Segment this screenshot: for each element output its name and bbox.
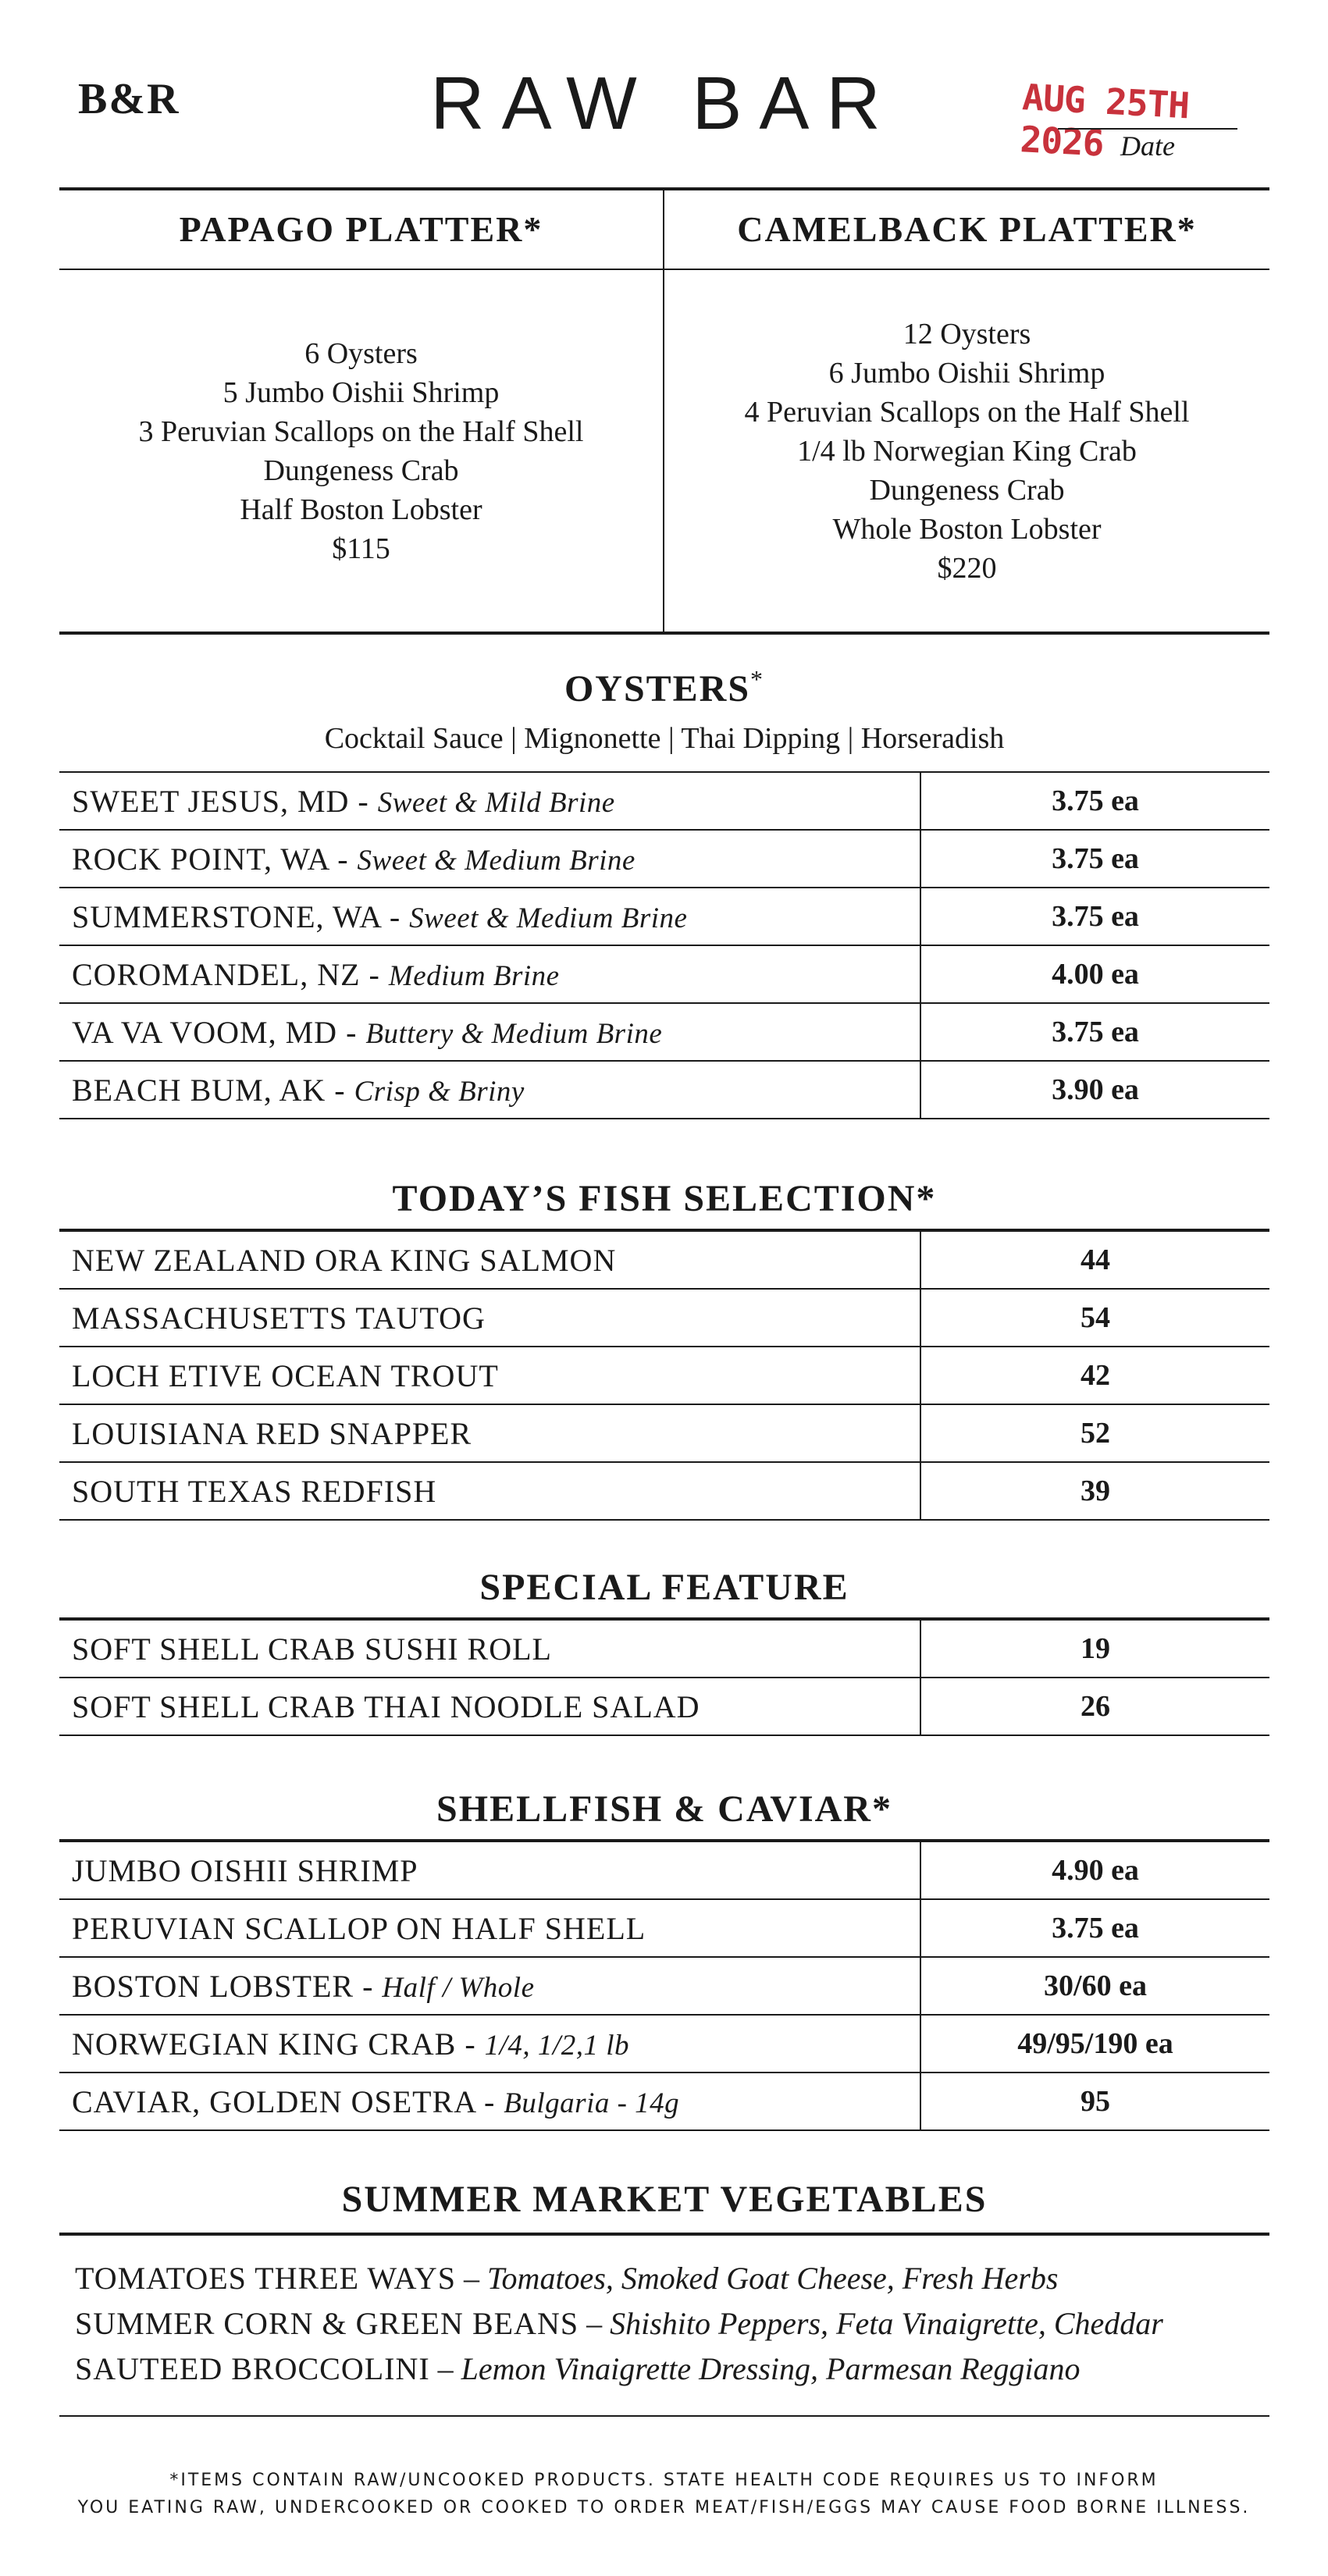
table-row xyxy=(59,1678,1269,1735)
list-item xyxy=(75,2256,1262,2301)
item-separator: - xyxy=(475,2083,504,2119)
vegetables-list xyxy=(75,2256,1262,2392)
item-price: 3.75 ea xyxy=(920,830,1269,888)
platter-item: Half Boston Lobster xyxy=(240,493,482,526)
platter-items xyxy=(59,270,663,632)
item-cell xyxy=(59,1003,920,1061)
table-row xyxy=(59,1841,1269,1899)
platter-price: $220 xyxy=(937,551,997,585)
item-cell xyxy=(59,830,920,888)
item-price: 3.75 ea xyxy=(920,1899,1269,1957)
item-cell xyxy=(59,1899,920,1957)
table-row xyxy=(59,1462,1269,1520)
table-row xyxy=(59,830,1269,888)
item-cell xyxy=(59,1289,920,1347)
item-name: JUMBO OISHII SHRIMP xyxy=(72,1852,418,1888)
item-price: 3.90 ea xyxy=(920,1061,1269,1119)
table-row xyxy=(59,1003,1269,1061)
section-title-special: SPECIAL FEATURE xyxy=(479,1567,849,1608)
table-row xyxy=(59,1230,1269,1289)
item-separator: – xyxy=(429,2351,461,2386)
item-price: 95 xyxy=(920,2073,1269,2130)
platter-item: 1/4 lb Norwegian King Crab xyxy=(797,434,1137,468)
item-separator: - xyxy=(380,898,410,934)
item-separator: - xyxy=(360,956,389,992)
item-cell xyxy=(59,772,920,830)
item-price: 54 xyxy=(920,1289,1269,1347)
item-description: Tomatoes, Smoked Goat Cheese, Fresh Herbs xyxy=(486,2261,1059,2296)
divider xyxy=(59,2415,1269,2417)
table-row xyxy=(59,1404,1269,1462)
table-row xyxy=(59,1957,1269,2015)
item-cell xyxy=(59,1619,920,1678)
item-cell xyxy=(59,945,920,1003)
section-title-text: OYSTERS xyxy=(564,668,751,710)
page-title: RAW BAR xyxy=(430,62,898,145)
item-separator: - xyxy=(354,1968,383,2004)
item-description: Medium Brine xyxy=(388,959,560,992)
platter-camelback xyxy=(664,190,1269,632)
item-separator: - xyxy=(456,2026,485,2062)
item-separator: - xyxy=(337,1014,366,1050)
item-name: SOUTH TEXAS REDFISH xyxy=(72,1473,437,1509)
special-table xyxy=(59,1617,1269,1736)
asterisk-mark: * xyxy=(750,665,765,693)
divider xyxy=(59,2233,1269,2236)
item-name: NORWEGIAN KING CRAB xyxy=(72,2026,457,2062)
section-title-vegetables: SUMMER MARKET VEGETABLES xyxy=(341,2179,988,2220)
platter-item: 6 Oysters xyxy=(304,336,418,370)
section-title-fish: TODAY’S FISH SELECTION* xyxy=(392,1178,937,1219)
item-separator: – xyxy=(579,2306,611,2341)
table-row xyxy=(59,888,1269,945)
item-name: SOFT SHELL CRAB SUSHI ROLL xyxy=(72,1631,552,1667)
table-row xyxy=(59,1289,1269,1347)
item-price: 52 xyxy=(920,1404,1269,1462)
item-separator: - xyxy=(326,1072,354,1108)
item-price: 26 xyxy=(920,1678,1269,1735)
item-description: Half / Whole xyxy=(382,1971,535,2004)
item-cell xyxy=(59,1404,920,1462)
item-cell xyxy=(59,888,920,945)
item-price: 44 xyxy=(920,1230,1269,1289)
item-cell xyxy=(59,1347,920,1404)
item-description: Buttery & Medium Brine xyxy=(365,1017,663,1050)
item-cell xyxy=(59,1957,920,2015)
list-item xyxy=(75,2301,1262,2347)
platter-item: 3 Peruvian Scallops on the Half Shell xyxy=(138,415,584,448)
item-name: VA VA VOOM, MD xyxy=(72,1014,338,1050)
platter-item: 12 Oysters xyxy=(903,317,1031,350)
item-price: 3.75 ea xyxy=(920,1003,1269,1061)
platter-price: $115 xyxy=(332,532,390,565)
item-price: 42 xyxy=(920,1347,1269,1404)
platter-item: Whole Boston Lobster xyxy=(832,512,1102,546)
date-stamp: AUG 25TH 2026 xyxy=(1019,76,1191,165)
item-name: COROMANDEL, NZ xyxy=(72,956,361,992)
item-price: 3.75 ea xyxy=(920,888,1269,945)
item-price: 49/95/190 ea xyxy=(920,2015,1269,2073)
item-name: SAUTEED BROCCOLINI xyxy=(75,2351,430,2386)
platter-items xyxy=(664,270,1269,632)
platter-item: Dungeness Crab xyxy=(869,473,1065,507)
table-row xyxy=(59,2073,1269,2130)
footer-disclaimer-line-1: *ITEMS CONTAIN RAW/UNCOOKED PRODUCTS. STATE HEALTH CODE REQUIRES US TO INFORM xyxy=(169,2471,1159,2490)
section-title-oysters xyxy=(59,667,1269,710)
item-description: Bulgaria - 14g xyxy=(504,2087,680,2119)
item-description: Crisp & Briny xyxy=(354,1075,525,1108)
table-row xyxy=(59,1347,1269,1404)
table-row xyxy=(59,1619,1269,1678)
shellfish-table xyxy=(59,1839,1269,2131)
footer-disclaimer-line-2: YOU EATING RAW, UNDERCOOKED OR COOKED TO ORDER MEAT/FISH/EGGS MAY CAUSE FOOD BORNE ILLNESS. xyxy=(77,2498,1251,2517)
item-name: TOMATOES THREE WAYS xyxy=(75,2261,456,2296)
item-price: 39 xyxy=(920,1462,1269,1520)
oyster-sauces: Cocktail Sauce | Mignonette | Thai Dipping | Horseradish xyxy=(324,722,1005,755)
item-cell xyxy=(59,1230,920,1289)
item-price: 3.75 ea xyxy=(920,772,1269,830)
item-price: 30/60 ea xyxy=(920,1957,1269,2015)
item-description: Sweet & Mild Brine xyxy=(377,786,615,819)
platter-item: 6 Jumbo Oishii Shrimp xyxy=(828,356,1105,390)
item-description: 1/4, 1/2,1 lb xyxy=(484,2029,629,2062)
item-name: SUMMER CORN & GREEN BEANS xyxy=(75,2306,579,2341)
item-cell xyxy=(59,1462,920,1520)
date-label: Date xyxy=(1120,130,1175,162)
item-cell xyxy=(59,1061,920,1119)
item-description: Lemon Vinaigrette Dressing, Parmesan Reggiano xyxy=(461,2351,1081,2386)
table-row xyxy=(59,1899,1269,1957)
item-name: SWEET JESUS, MD xyxy=(72,783,350,819)
item-price: 19 xyxy=(920,1619,1269,1678)
platter-title: CAMELBACK PLATTER* xyxy=(664,190,1269,270)
item-description: Sweet & Medium Brine xyxy=(357,844,636,877)
item-name: BOSTON LOBSTER xyxy=(72,1968,354,2004)
platter-title: PAPAGO PLATTER* xyxy=(59,190,663,270)
item-separator: – xyxy=(455,2261,487,2296)
section-title-shellfish: SHELLFISH & CAVIAR* xyxy=(436,1788,892,1830)
item-name: ROCK POINT, WA xyxy=(72,841,329,877)
item-separator: - xyxy=(349,783,378,819)
item-description: Shishito Peppers, Feta Vinaigrette, Cheddar xyxy=(610,2306,1163,2341)
platters-section xyxy=(59,187,1269,635)
item-price: 4.90 ea xyxy=(920,1841,1269,1899)
oysters-table xyxy=(59,771,1269,1119)
logo: B&R xyxy=(78,75,180,123)
item-cell xyxy=(59,2073,920,2130)
item-name: LOCH ETIVE OCEAN TROUT xyxy=(72,1357,499,1393)
item-separator: - xyxy=(329,841,358,877)
item-name: MASSACHUSETTS TAUTOG xyxy=(72,1300,486,1336)
item-name: LOUISIANA RED SNAPPER xyxy=(72,1415,472,1451)
item-name: PERUVIAN SCALLOP ON HALF SHELL xyxy=(72,1910,646,1946)
item-name: CAVIAR, GOLDEN OSETRA xyxy=(72,2083,475,2119)
table-row xyxy=(59,945,1269,1003)
item-cell xyxy=(59,2015,920,2073)
item-cell xyxy=(59,1678,920,1735)
table-row xyxy=(59,1061,1269,1119)
platter-item: 4 Peruvian Scallops on the Half Shell xyxy=(744,395,1190,429)
item-name: SUMMERSTONE, WA xyxy=(72,898,381,934)
item-name: BEACH BUM, AK xyxy=(72,1072,326,1108)
platter-item: 5 Jumbo Oishii Shrimp xyxy=(223,375,500,409)
platter-papago xyxy=(59,190,664,632)
item-description: Sweet & Medium Brine xyxy=(409,902,688,934)
item-price: 4.00 ea xyxy=(920,945,1269,1003)
item-cell xyxy=(59,1841,920,1899)
table-row xyxy=(59,2015,1269,2073)
item-name: NEW ZEALAND ORA KING SALMON xyxy=(72,1242,617,1278)
fish-table xyxy=(59,1229,1269,1521)
platter-item: Dungeness Crab xyxy=(263,454,459,487)
list-item xyxy=(75,2347,1262,2392)
item-name: SOFT SHELL CRAB THAI NOODLE SALAD xyxy=(72,1688,700,1724)
table-row xyxy=(59,772,1269,830)
